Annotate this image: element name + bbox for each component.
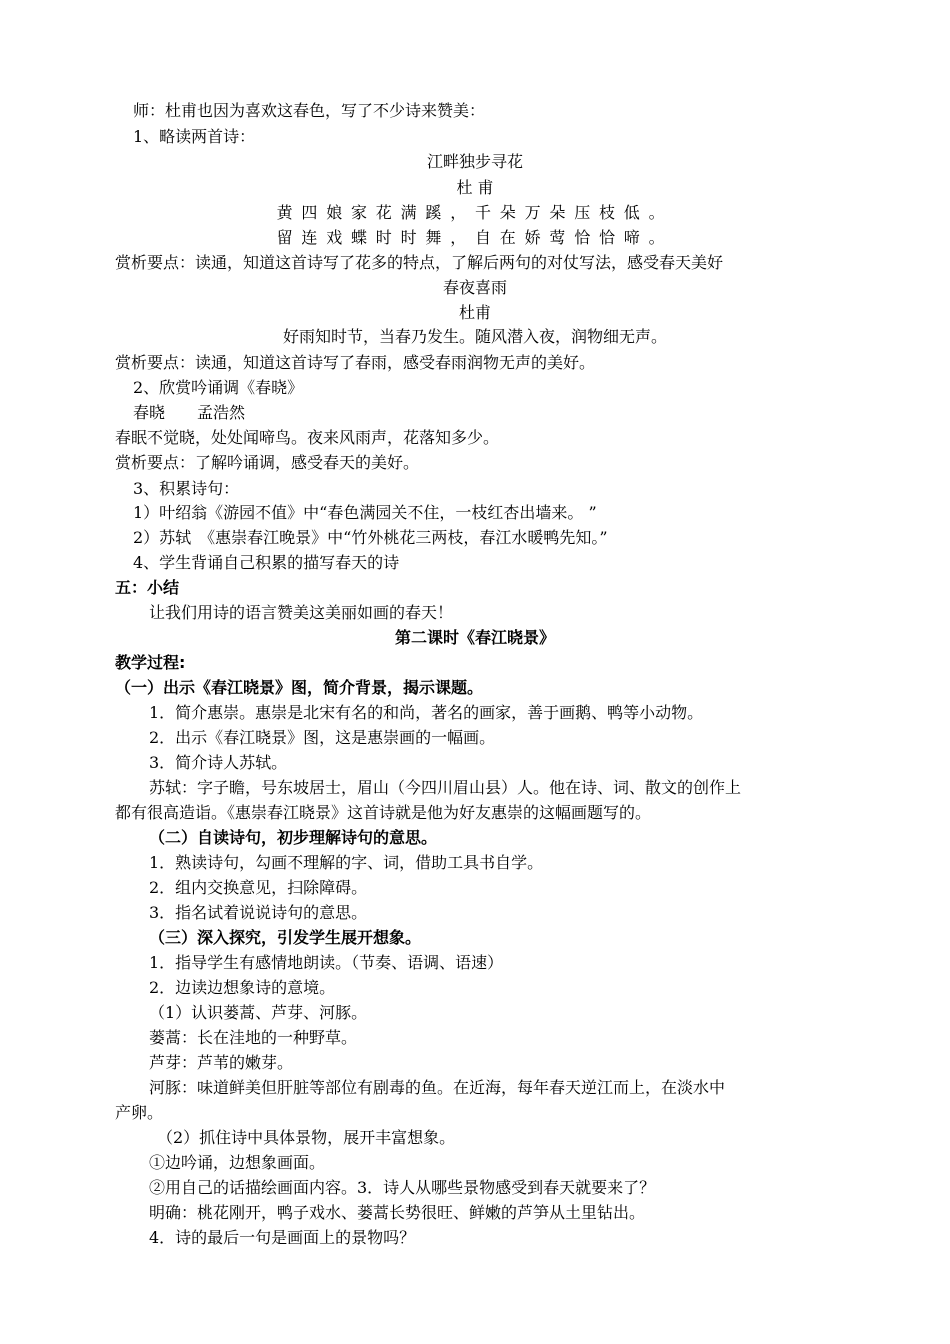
sushi-bio-line-2: 都有很高造诣。《惠崇春江晓景》这首诗就是他为好友惠崇的这幅画题写的。 [115,803,652,822]
step-1-item-2: 2．出示《春江晓景》图，这是惠崇画的一幅画。 [149,728,496,747]
step-1-heading: （一）出示《春江晓景》图，简介背景，揭示课题。 [115,678,484,697]
definition-hetun: 河豚：味道鲜美但肝脏等部位有剧毒的鱼。在近海，每年春天逆江而上，在淡水中 [149,1078,726,1097]
lesson-2-title: 第二课时《春江晓景》 [394,628,555,647]
step-1-item-1: 1．简介惠崇。惠崇是北宋有名的和尚，著名的画家，善于画鹅、鸭等小动物。 [149,703,704,722]
step-3-item-4: 4．诗的最后一句是画面上的景物吗？ [149,1228,416,1247]
item-4-heading: 4、学生背诵自己积累的描写春天的诗 [133,553,400,572]
poem2-author: 杜甫 [458,303,491,322]
poem3-text: 春眠不觉晓，处处闻啼鸟。夜来风雨声，花落知多少。 [115,428,500,447]
summary-text: 让我们用诗的语言赞美这美丽如画的春天！ [149,603,454,622]
step-1-item-3: 3．简介诗人苏轼。 [149,753,288,772]
appreciation-note-1: 赏析要点：读通，知道这首诗写了花多的特点，了解后两句的对仗写法，感受春天美好 [115,253,724,272]
poem1-author: 杜 甫 [456,178,494,197]
poem2-line-1: 好雨知时节，当春乃发生。随风潜入夜，润物细无声。 [282,327,667,346]
poem1-line-1: 黄四娘家花满蹊，千朵万朵压枝低。 [276,203,674,222]
step-3-sub-2-b: ②用自己的话描绘画面内容。3．诗人从哪些景物感受到春天就要来了？ [149,1178,656,1197]
definition-hetun-cont: 产卵。 [115,1103,164,1122]
answer-line: 明确：桃花刚开，鸭子戏水、蒌蒿长势很旺、鲜嫩的芦笋从土里钻出。 [149,1203,646,1222]
step-3-item-2: 2．边读边想象诗的意境。 [149,978,336,997]
section-5-heading: 五：小结 [115,578,180,597]
poem1-line-2: 留连戏蝶时时舞，自在娇莺恰恰啼。 [276,228,674,247]
verse-quote-2: 2）苏轼 《惠崇春江晚景》中“竹外桃花三两枝，春江水暖鸭先知。” [133,528,608,547]
verse-quote-1: 1）叶绍翁《游园不值》中“春色满园关不住，一枝红杏出墙来。 ” [133,503,597,522]
definition-luya: 芦芽：芦苇的嫩芽。 [149,1053,294,1072]
step-2-item-2: 2．组内交换意见，扫除障碍。 [149,878,368,897]
step-2-heading: （二）自读诗句，初步理解诗句的意思。 [149,828,438,847]
poem2-title: 春夜喜雨 [442,278,507,297]
step-2-item-3: 3．指名试着说说诗句的意思。 [149,903,368,922]
poem1-title: 江畔独步寻花 [426,152,523,171]
poem3-title-author: 春晓 孟浩然 [133,403,246,422]
item-3-heading: 3、积累诗句： [133,479,240,498]
step-3-sub-1: （1）认识蒌蒿、芦芽、河豚。 [149,1003,368,1022]
teaching-process-heading: 教学过程: [115,653,186,672]
step-2-item-1: 1．熟读诗句，勾画不理解的字、词，借助工具书自学。 [149,853,544,872]
item-1-heading: 1、略读两首诗： [133,127,256,146]
appreciation-note-3: 赏析要点：了解吟诵调，感受春天的美好。 [115,453,420,472]
definition-louhao: 蒌蒿：长在洼地的一种野草。 [149,1028,358,1047]
step-3-sub-2: （2）抓住诗中具体景物，展开丰富想象。 [157,1128,456,1147]
step-3-item-1: 1．指导学生有感情地朗读。（节奏、语调、语速） [149,953,504,972]
sushi-bio-line-1: 苏轼：字子瞻，号东坡居士，眉山（今四川眉山县）人。他在诗、词、散文的创作上 [149,778,742,797]
item-2-heading: 2、欣赏吟诵调《春晓》 [133,378,304,397]
step-3-heading: （三）深入探究，引发学生展开想象。 [149,928,422,947]
step-3-sub-2-a: ①边吟诵，边想象画面。 [149,1153,326,1172]
appreciation-note-2: 赏析要点：读通，知道这首诗写了春雨，感受春雨润物无声的美好。 [115,353,596,372]
teacher-intro-line: 师：杜甫也因为喜欢这春色，写了不少诗来赞美： [133,101,486,120]
